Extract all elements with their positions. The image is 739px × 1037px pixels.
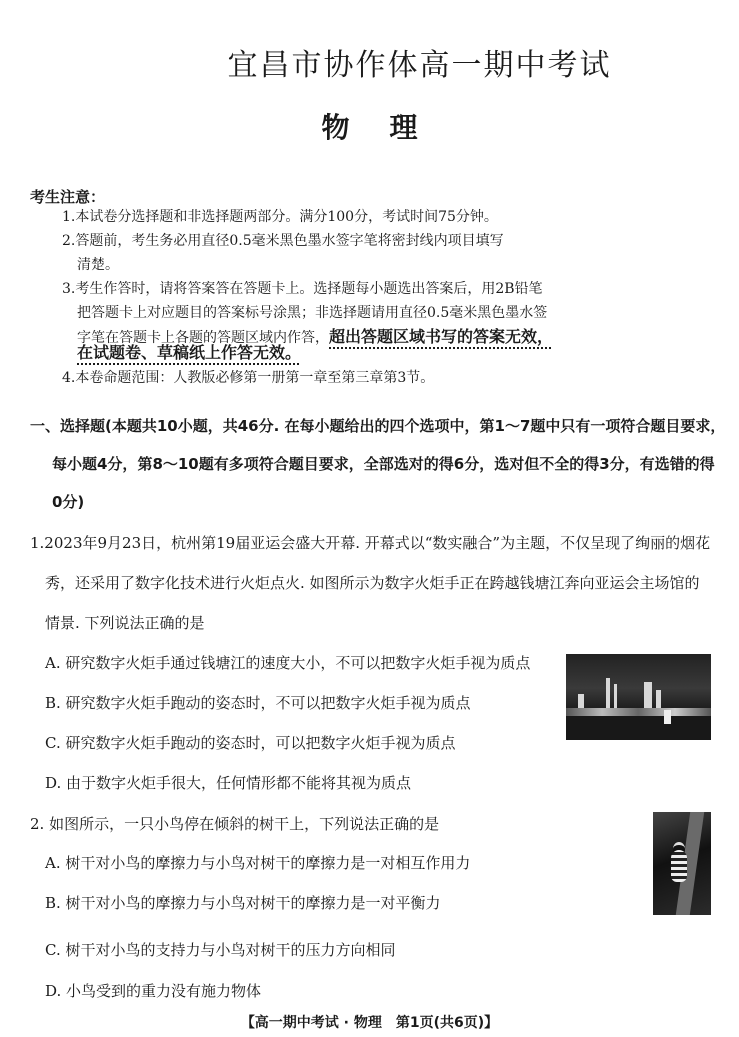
notice-item-3: 3.考生作答时，请将答案答在答题卡上。选择题每小题选出答案后，用2B铅笔 (62, 281, 543, 297)
q2-option-a: A. 树干对小鸟的摩擦力与小鸟对树干的摩擦力是一对相互作用力 (45, 854, 471, 872)
bird-on-branch-photo (653, 812, 711, 915)
section-heading-line3: 0分) (52, 493, 85, 511)
q1-stem-line2: 秀，还采用了数字化技术进行火炬点火. 如图所示为数字火炬手正在跨越钱塘江奔向亚运会主场馆的 (45, 574, 700, 592)
notice-item-2: 2.答题前，考生务必用直径0.5毫米黑色墨水签字笔将密封线内项目填写 (62, 233, 504, 249)
notice-emphasis-1: 超出答题区域书写的答案无效， (329, 327, 554, 346)
subject-title: 物理 (321, 111, 458, 144)
q1-stem-line3: 情景. 下列说法正确的是 (45, 614, 205, 632)
q1-option-c: C. 研究数字火炬手跑动的姿态时，可以把数字火炬手视为质点 (45, 734, 456, 752)
q2-option-d: D. 小鸟受到的重力没有施力物体 (45, 982, 262, 1000)
torchbearer-photo (566, 654, 711, 740)
q1-option-b: B. 研究数字火炬手跑动的姿态时，不可以把数字火炬手视为质点 (45, 694, 471, 712)
notice-item-4: 4.本卷命题范围：人教版必修第一册第一章至第三章第3节。 (62, 370, 435, 386)
section-heading-line2: 每小题4分，第8～10题有多项符合题目要求，全部选对的得6分，选对但不全的得3分，有选错的得 (52, 455, 715, 473)
exam-title: 宜昌市协作体高一期中考试 (227, 48, 612, 83)
page-footer: 【高一期中考试 · 物理 第1页(共6页)】 (240, 1015, 499, 1031)
notice-item-3-cont1: 把答题卡上对应题目的答案标号涂黑；非选择题请用直径0.5毫米黑色墨水签 (77, 305, 548, 321)
notice-item-3-text: 字笔在答题卡上各题的答题区域内作答， (77, 330, 329, 346)
q1-option-a: A. 研究数字火炬手通过钱塘江的速度大小，不可以把数字火炬手视为质点 (45, 654, 531, 672)
q1-stem-line1: 1.2023年9月23日，杭州第19届亚运会盛大开幕. 开幕式以“数实融合”为主题，不仅呈现了绚丽的烟花 (30, 534, 711, 552)
q2-option-c: C. 树干对小鸟的支持力与小鸟对树干的压力方向相同 (45, 941, 396, 959)
q2-stem: 2. 如图所示，一只小鸟停在倾斜的树干上，下列说法正确的是 (30, 815, 440, 833)
q1-option-d: D. 由于数字火炬手很大，任何情形都不能将其视为质点 (45, 774, 412, 792)
notice-emphasis-2: 在试题卷、草稿纸上作答无效。 (77, 343, 302, 362)
notice-item-1: 1.本试卷分选择题和非选择题两部分。满分100分，考试时间75分钟。 (62, 209, 498, 225)
section-heading-line1: 一、选择题(本题共10小题，共46分. 在每小题给出的四个选项中，第1～7题中只有一项符合题目要求， (30, 417, 726, 435)
notice-item-2-cont: 清楚。 (77, 257, 119, 273)
notice-heading: 考生注意： (30, 188, 106, 206)
q2-option-b: B. 树干对小鸟的摩擦力与小鸟对树干的摩擦力是一对平衡力 (45, 894, 441, 912)
